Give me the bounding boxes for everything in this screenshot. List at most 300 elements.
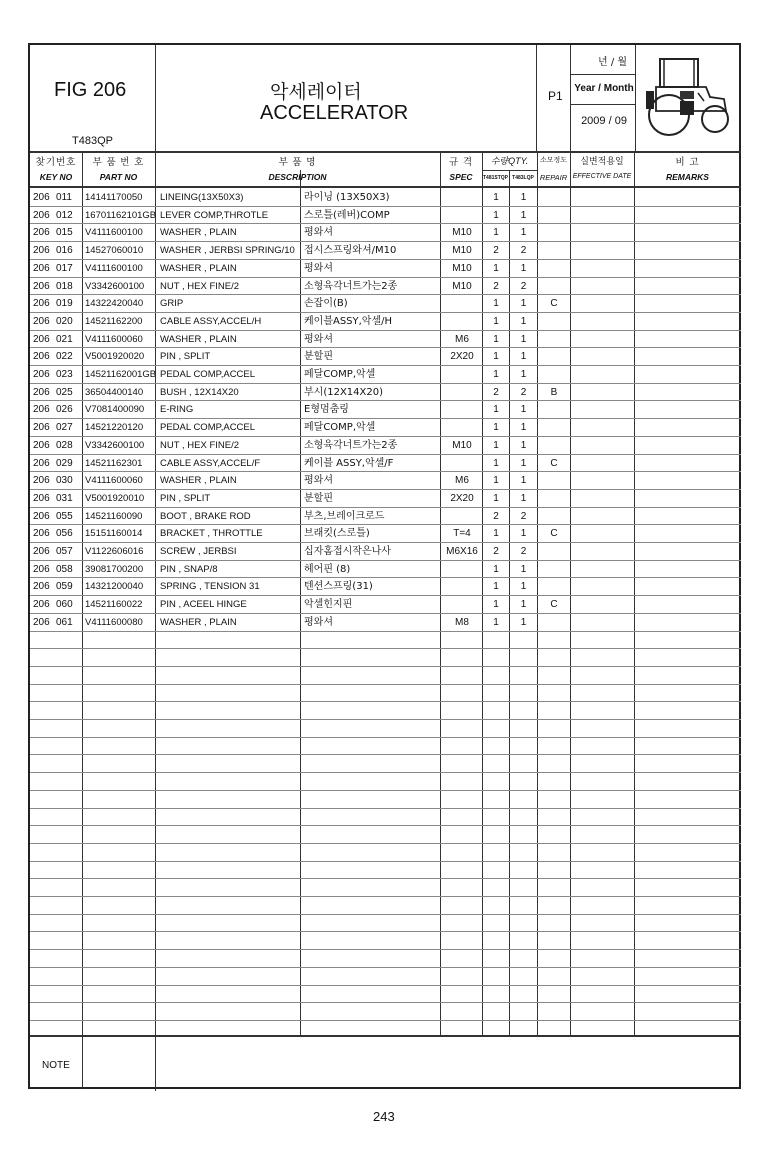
model-code: T483QP (72, 135, 113, 147)
cell-q1: 1 (493, 298, 499, 310)
cell-ko: 평와셔 (304, 262, 333, 274)
cell-part: 14322420040 (85, 298, 144, 310)
table-row (30, 189, 743, 207)
table-row (30, 224, 743, 242)
cell-part: V4111600100 (85, 262, 143, 274)
cell-q1: 2 (493, 280, 499, 292)
table-row (30, 401, 743, 419)
cell-q1: 1 (493, 404, 499, 416)
cell-q2: 1 (520, 351, 527, 363)
cell-repair (538, 224, 570, 241)
cell-desc: BUSH , 12X14X20 (160, 386, 239, 398)
cell-q1: 1 (493, 439, 499, 451)
cell-repair (538, 543, 570, 560)
cell-part: V5001920010 (85, 492, 145, 504)
title-korean: 악세레이터 (270, 81, 362, 103)
cell-q2: 1 (520, 315, 527, 327)
cell-part: 14521160090 (85, 510, 143, 522)
cell-key2: 012 (56, 209, 73, 221)
col-description: DESCRIPTION (268, 172, 327, 182)
cell-q1: 1 (493, 599, 499, 611)
cell-part: V3342600100 (85, 439, 145, 451)
cell-desc: WASHER , PLAIN (160, 262, 237, 274)
cell-q2: 1 (520, 369, 527, 380)
table-row (30, 242, 743, 260)
table-row (30, 543, 743, 561)
cell-desc: LEVER COMP,THROTLE (160, 209, 269, 221)
col-key-ko: 찾기번호 (35, 157, 77, 168)
cell-ko: 브래킷(스로틀) (304, 528, 370, 540)
cell-q1: 1 (493, 457, 499, 469)
cell-q2: 1 (520, 422, 527, 434)
table-row (30, 313, 743, 331)
cell-spec (442, 313, 482, 330)
parts-list-sheet (28, 43, 741, 1089)
row-divider (30, 949, 741, 950)
cell-key1: 206 (33, 333, 50, 345)
cell-spec: M6X16 (446, 546, 478, 557)
cell-q2: 1 (520, 192, 527, 203)
cell-q1: 1 (493, 581, 499, 593)
cell-key2: 019 (56, 298, 73, 310)
table-row (30, 207, 743, 225)
col-remarks-ko: 비 고 (675, 157, 700, 168)
cell-ko: 악셀힌지핀 (304, 599, 353, 611)
cell-key2: 018 (56, 280, 73, 292)
cell-part: 14521220120 (85, 422, 144, 434)
table-row (30, 472, 743, 490)
issue-date: 2009 / 09 (581, 115, 627, 127)
row-divider (30, 914, 741, 915)
cell-desc: PIN , SNAP/8 (160, 563, 218, 575)
table-row (30, 331, 743, 349)
cell-repair (538, 614, 570, 631)
cell-q1: 1 (493, 227, 499, 239)
cell-repair (538, 490, 570, 507)
cell-part: 39081700200 (85, 563, 144, 575)
cell-part: 14521162200 (85, 315, 143, 327)
cell-desc: LINEING(13X50X3) (160, 192, 244, 203)
cell-repair: C (550, 298, 558, 310)
table-row (30, 260, 743, 278)
cell-key1: 206 (33, 209, 50, 221)
col-qty-model1: T481STQP (482, 175, 508, 181)
cell-q2: 1 (520, 581, 527, 593)
table-row (30, 578, 743, 596)
cell-desc: NUT , HEX FINE/2 (160, 439, 240, 451)
cell-key2: 016 (56, 245, 73, 257)
cell-spec: M10 (452, 245, 472, 257)
cell-key1: 206 (33, 351, 50, 363)
row-divider (30, 648, 741, 649)
cell-desc: BOOT , BRAKE ROD (160, 510, 251, 522)
cell-part: V4111600100 (85, 227, 143, 239)
cell-repair (538, 578, 570, 595)
cell-key1: 206 (33, 492, 50, 504)
cell-ko: E형멈춤링 (304, 404, 349, 416)
col-effective-date: EFFECTIVE DATE (572, 173, 632, 180)
cell-spec (442, 455, 482, 472)
row-divider (30, 878, 741, 879)
cell-ko: 평와셔 (304, 475, 333, 487)
cell-part: 14521160022 (85, 599, 143, 611)
cell-q2: 2 (520, 546, 527, 557)
cell-key2: 026 (56, 404, 73, 416)
cell-repair (538, 561, 570, 578)
cell-part: 14521162001GB (85, 369, 157, 380)
note-label: NOTE (42, 1060, 70, 1071)
year-month-label-ko: 년 / 월 (598, 57, 628, 68)
cell-q1: 1 (493, 351, 499, 363)
cell-part: 16701162101GB (85, 209, 157, 221)
cell-spec (442, 401, 482, 418)
cell-part: 14521162301 (85, 457, 143, 469)
cell-key2: 030 (56, 475, 73, 487)
cell-q2: 1 (520, 227, 527, 239)
cell-key1: 206 (33, 422, 50, 434)
cell-q1: 1 (493, 262, 499, 274)
cell-q1: 1 (493, 422, 499, 434)
cell-desc: WASHER , JERBSI SPRING/10 (160, 245, 295, 257)
cell-q1: 1 (493, 333, 499, 345)
cell-desc: WASHER , PLAIN (160, 616, 237, 628)
cell-key2: 056 (56, 528, 73, 540)
cell-desc: SCREW , JERBSI (160, 546, 237, 557)
col-part-ko: 부 품 번 호 (92, 157, 145, 168)
cell-key1: 206 (33, 439, 50, 451)
cell-spec: M6 (455, 333, 469, 345)
cell-key1: 206 (33, 510, 50, 522)
year-month-label: Year / Month (574, 83, 634, 94)
row-divider (30, 931, 741, 932)
col-qty-model2: T483LQP (512, 175, 534, 181)
cell-key2: 023 (56, 369, 73, 380)
cell-key1: 206 (33, 386, 50, 398)
cell-spec (442, 384, 482, 401)
tractor-icon (636, 53, 736, 143)
cell-ko: 부시(12X14X20) (304, 386, 383, 398)
cell-key1: 206 (33, 528, 50, 540)
col-part-no: PART NO (99, 172, 138, 182)
cell-ko: 텐션스프링(31) (304, 581, 373, 593)
cell-key2: 060 (56, 599, 73, 611)
cell-key1: 206 (33, 616, 50, 628)
cell-spec (442, 295, 482, 312)
cell-repair: B (550, 386, 558, 398)
cell-ko: 페달COMP,악셀 (304, 422, 376, 434)
col-key-no: KEY NO (39, 172, 73, 182)
cell-ko: 헤어핀 (8) (304, 563, 351, 575)
cell-repair (538, 401, 570, 418)
cell-q2: 1 (520, 439, 527, 451)
cell-key1: 206 (33, 599, 50, 611)
row-divider (30, 1020, 741, 1021)
row-divider (30, 772, 741, 773)
cell-ko: 소형육각너트가는2종 (304, 280, 398, 292)
cell-desc: PIN , ACEEL HINGE (160, 599, 247, 611)
cell-key1: 206 (33, 192, 50, 203)
table-row (30, 348, 743, 366)
cell-ko: 손잡이(B) (304, 298, 348, 310)
cell-key2: 055 (56, 510, 73, 522)
cell-repair (538, 348, 570, 365)
cell-key1: 206 (33, 245, 50, 257)
cell-q2: 1 (520, 404, 527, 416)
cell-desc: BRACKET , THROTTLE (160, 528, 263, 540)
col-eff-ko: 실변적용일 (580, 156, 624, 166)
cell-q2: 1 (520, 262, 527, 274)
cell-q2: 1 (520, 528, 527, 540)
page-code: P1 (548, 89, 563, 103)
cell-part: 14527060010 (85, 245, 144, 257)
row-divider (30, 808, 741, 809)
cell-key2: 021 (56, 333, 73, 345)
cell-key2: 025 (56, 386, 73, 398)
cell-repair (538, 207, 570, 224)
cell-ko: 케이블 ASSY,악셀/F (304, 457, 394, 469)
cell-q1: 1 (493, 563, 499, 575)
cell-part: V5001920020 (85, 351, 145, 363)
row-divider (30, 985, 741, 986)
row-divider (30, 896, 741, 897)
cell-spec: M6 (455, 475, 469, 487)
cell-q1: 2 (493, 546, 499, 557)
cell-q1: 1 (493, 528, 499, 540)
cell-key1: 206 (33, 404, 50, 416)
cell-key2: 017 (56, 262, 73, 274)
row-divider (30, 754, 741, 755)
cell-spec (442, 419, 482, 436)
row-divider (30, 701, 741, 702)
table-row (30, 508, 743, 526)
cell-key1: 206 (33, 262, 50, 274)
cell-q1: 1 (493, 209, 499, 221)
cell-q2: 1 (520, 492, 527, 504)
cell-desc: PEDAL COMP,ACCEL (160, 369, 256, 380)
table-row (30, 490, 743, 508)
title-english: ACCELERATOR (260, 102, 409, 124)
cell-q1: 1 (493, 492, 499, 504)
cell-ko: 스로틀(레버)COMP (304, 209, 390, 221)
cell-desc: SPRING , TENSION 31 (160, 581, 260, 593)
col-spec: SPEC (449, 172, 473, 182)
cell-q2: 2 (520, 280, 527, 292)
cell-key1: 206 (33, 369, 50, 380)
row-divider (30, 737, 741, 738)
cell-q2: 1 (520, 616, 527, 628)
cell-repair (538, 313, 570, 330)
cell-desc: PEDAL COMP,ACCEL (160, 422, 256, 434)
cell-spec (442, 561, 482, 578)
cell-key2: 061 (56, 616, 73, 628)
cell-key2: 011 (56, 192, 72, 203)
cell-desc: WASHER , PLAIN (160, 333, 237, 345)
row-divider (30, 1002, 741, 1003)
cell-desc: WASHER , PLAIN (160, 475, 237, 487)
cell-key1: 206 (33, 581, 50, 593)
cell-q1: 2 (493, 510, 499, 522)
cell-q1: 1 (493, 616, 499, 628)
cell-part: V4111600060 (85, 333, 143, 345)
cell-key1: 206 (33, 227, 50, 239)
cell-repair (538, 508, 570, 525)
cell-spec (442, 578, 482, 595)
cell-q1: 2 (493, 386, 499, 398)
cell-desc: NUT , HEX FINE/2 (160, 280, 240, 292)
cell-q1: 2 (493, 245, 499, 257)
cell-key1: 206 (33, 546, 50, 557)
table-row (30, 561, 743, 579)
cell-part: 36504400140 (85, 386, 144, 398)
cell-key2: 028 (56, 439, 73, 451)
figure-number: FIG 206 (54, 79, 127, 101)
cell-q1: 1 (493, 475, 499, 487)
cell-ko: 분할핀 (304, 351, 333, 363)
cell-q2: 1 (520, 209, 527, 221)
cell-q2: 1 (520, 563, 527, 575)
cell-q2: 1 (520, 599, 527, 611)
cell-desc: E-RING (160, 404, 194, 416)
cell-ko: 페달COMP,악셀 (304, 369, 376, 380)
table-row (30, 455, 743, 473)
cell-q2: 1 (520, 333, 527, 345)
cell-part: 14321200040 (85, 581, 144, 593)
cell-desc: CABLE ASSY,ACCEL/H (160, 315, 262, 327)
cell-repair (538, 189, 570, 206)
cell-q1: 1 (493, 369, 499, 380)
cell-key2: 031 (56, 492, 73, 504)
cell-spec: M10 (452, 280, 472, 292)
cell-key1: 206 (33, 315, 50, 327)
cell-key2: 029 (56, 457, 73, 469)
cell-spec: M8 (455, 616, 469, 628)
cell-part: 14141170050 (85, 192, 143, 203)
cell-part: 15151160014 (85, 528, 143, 540)
cell-desc: WASHER , PLAIN (160, 227, 237, 239)
cell-q2: 2 (520, 245, 527, 257)
col-qty: 수량QTY. (490, 156, 529, 166)
cell-repair (538, 419, 570, 436)
cell-desc: PIN , SPLIT (160, 492, 211, 504)
cell-spec (442, 366, 482, 383)
cell-repair (538, 472, 570, 489)
row-divider (30, 825, 741, 826)
cell-ko: 십자홈접시작은나사 (304, 546, 391, 557)
cell-key1: 206 (33, 563, 50, 575)
cell-key1: 206 (33, 475, 50, 487)
cell-desc: GRIP (160, 298, 184, 310)
cell-ko: 라이닝 (13X50X3) (304, 192, 390, 203)
cell-ko: 부츠,브레이크로드 (304, 510, 385, 522)
page-number: 243 (373, 1109, 395, 1124)
cell-spec: 2X20 (450, 492, 474, 504)
cell-part: V1122606016 (85, 546, 144, 557)
cell-q2: 1 (520, 475, 527, 487)
row-divider (30, 967, 741, 968)
cell-key2: 059 (56, 581, 73, 593)
table-row (30, 525, 743, 543)
col-desc-ko: 부 품 명 (278, 157, 317, 168)
cell-part: V4111600060 (85, 475, 143, 487)
table-row (30, 437, 743, 455)
row-divider (30, 843, 741, 844)
cell-ko: 분할핀 (304, 492, 333, 504)
cell-q2: 2 (520, 510, 527, 522)
cell-spec: 2X20 (450, 351, 474, 363)
cell-repair (538, 260, 570, 277)
cell-key2: 058 (56, 563, 73, 575)
col-remarks: REMARKS (666, 172, 709, 182)
cell-spec: M10 (452, 439, 472, 451)
col-repair: REPAIR (539, 173, 568, 182)
cell-spec: M10 (452, 227, 472, 239)
cell-key2: 022 (56, 351, 73, 363)
cell-key2: 015 (56, 227, 73, 239)
cell-ko: 평와셔 (304, 333, 333, 345)
table-row (30, 614, 743, 632)
cell-ko: 평와셔 (304, 227, 333, 239)
table-row (30, 295, 743, 313)
cell-key2: 057 (56, 546, 73, 557)
col-repair-ko: 소모정도 (539, 157, 568, 164)
cell-repair (538, 437, 570, 454)
cell-part: V7081400090 (85, 404, 145, 416)
cell-spec: M10 (452, 262, 472, 274)
cell-desc: PIN , SPLIT (160, 351, 211, 363)
table-row (30, 596, 743, 614)
row-divider (30, 666, 741, 667)
row-divider (30, 684, 741, 685)
cell-repair (538, 331, 570, 348)
cell-q1: 1 (493, 192, 499, 203)
cell-ko: 평와셔 (304, 616, 333, 628)
table-row (30, 419, 743, 437)
cell-key1: 206 (33, 457, 50, 469)
cell-repair (538, 366, 570, 383)
table-row (30, 366, 743, 384)
cell-repair (538, 242, 570, 259)
table-row (30, 384, 743, 402)
cell-part: V3342600100 (85, 280, 145, 292)
cell-part: V4111600080 (85, 616, 143, 628)
row-divider (30, 790, 741, 791)
cell-q2: 2 (520, 386, 527, 398)
cell-repair: C (550, 599, 558, 611)
cell-repair: C (550, 528, 558, 540)
cell-key1: 206 (33, 298, 50, 310)
cell-ko: 케이블ASSY,악셀/H (304, 315, 393, 327)
cell-q1: 1 (493, 315, 499, 327)
row-divider (30, 719, 741, 720)
row-divider (30, 861, 741, 862)
cell-q2: 1 (520, 457, 527, 469)
cell-q2: 1 (520, 298, 527, 310)
cell-desc: CABLE ASSY,ACCEL/F (160, 457, 261, 469)
cell-spec (442, 508, 482, 525)
cell-ko: 소형육각너트가는2종 (304, 439, 398, 451)
cell-key2: 020 (56, 315, 73, 327)
cell-spec (442, 189, 482, 206)
col-spec-ko: 규 격 (449, 157, 473, 168)
cell-spec (442, 207, 482, 224)
cell-spec (442, 596, 482, 613)
cell-repair (538, 278, 570, 295)
table-row (30, 278, 743, 296)
cell-ko: 접시스프링와셔/M10 (304, 245, 397, 257)
cell-spec: T=4 (453, 528, 471, 540)
cell-key1: 206 (33, 280, 50, 292)
cell-key2: 027 (56, 422, 73, 434)
